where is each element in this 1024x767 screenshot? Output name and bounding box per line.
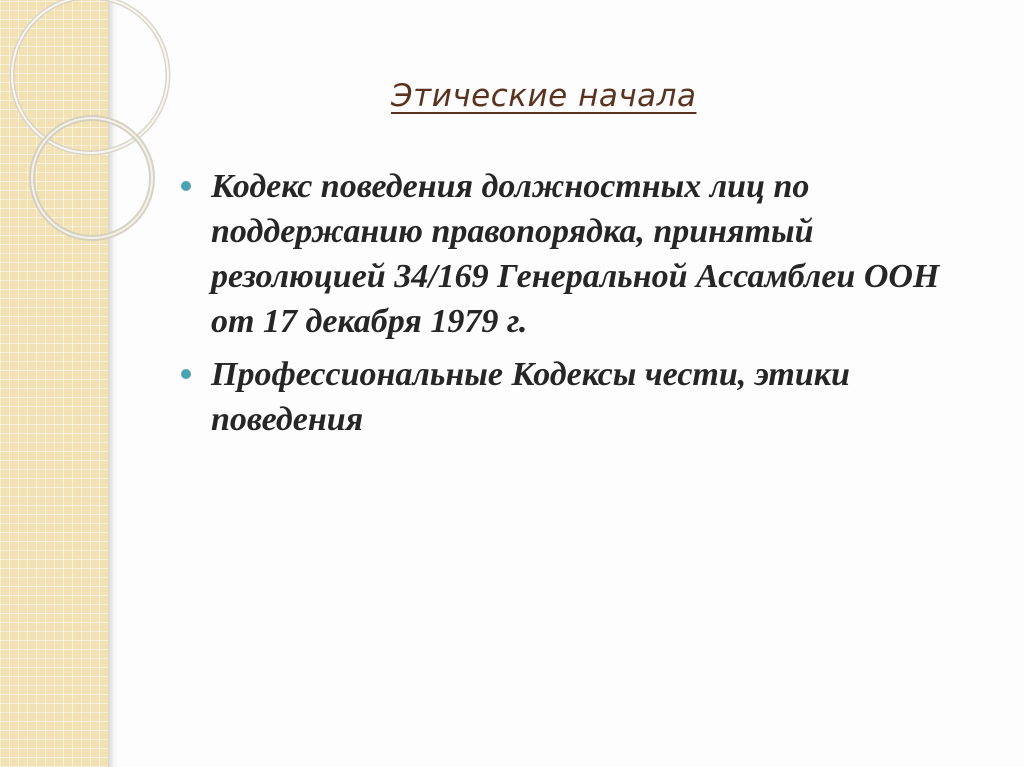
bullet-list — [181, 164, 991, 450]
bullet-text: Профессиональные Кодексы чести, этики поведения — [211, 356, 850, 438]
list-item — [181, 352, 991, 442]
list-item — [181, 164, 991, 344]
bullet-dot-icon — [181, 181, 191, 191]
ring-ornament-icon — [0, 0, 140, 260]
slide-title: Этические начала — [391, 78, 697, 114]
bullet-dot-icon — [181, 369, 191, 379]
bullet-text: Кодекс поведения должностных лиц по поддержанию правопорядка, принятый резолюцией 34/169 Генеральной Ассамблеи ООН от 17 декабря 1979 г. — [211, 168, 940, 340]
